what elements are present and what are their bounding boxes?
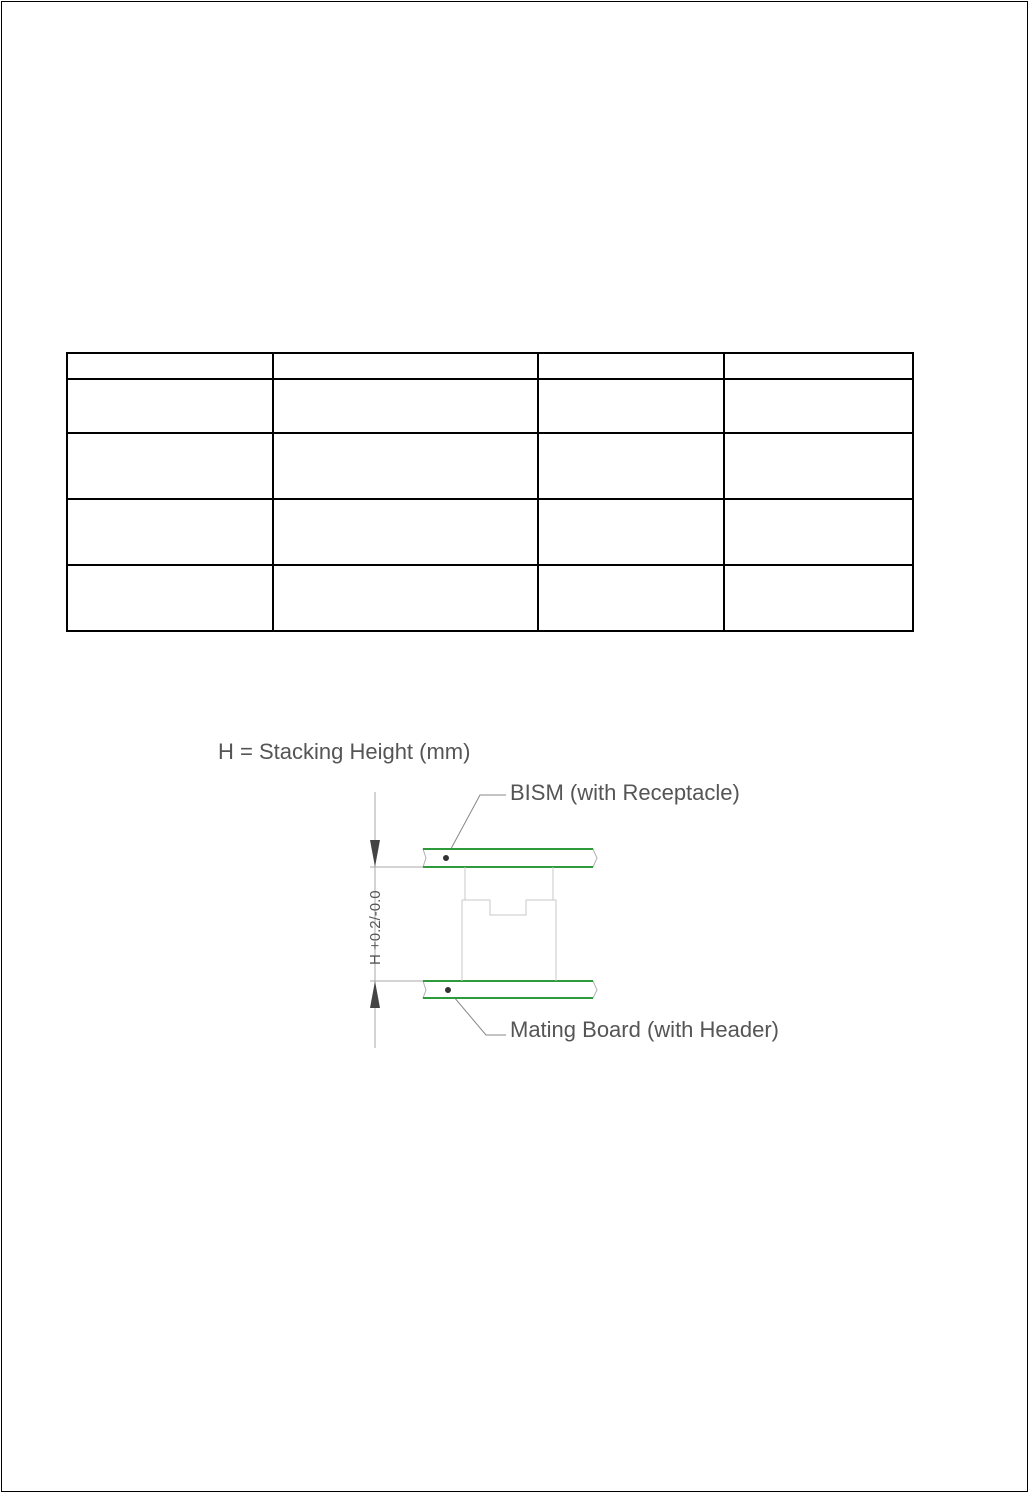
connector-outline [462,867,556,981]
dimension-marker [367,792,423,1048]
table-cell [67,499,273,565]
table-row [67,565,913,631]
table-cell [538,499,724,565]
bottom-board-label: Mating Board (with Header) [510,1017,780,1042]
table-cell [273,433,538,499]
table-cell [273,353,538,379]
dimension-label: H +0.2/-0.0 [367,890,384,965]
table-cell [538,379,724,433]
table-cell [67,433,273,499]
table-row [67,433,913,499]
arrow-down-icon [370,840,380,867]
table-cell [67,379,273,433]
table-cell [273,565,538,631]
table-cell [724,433,913,499]
table-cell [538,565,724,631]
stacking-height-diagram [210,730,820,1060]
diagram-title: H = Stacking Height (mm) [218,739,471,764]
bottom-board [423,981,597,998]
table-cell [724,499,913,565]
table-cell [538,353,724,379]
table-cell [67,353,273,379]
table-cell [724,565,913,631]
table-cell [273,499,538,565]
table-cell [724,379,913,433]
table-cell [724,353,913,379]
table-header-row [67,353,913,379]
table-row [67,499,913,565]
table-row [67,379,913,433]
table-cell [273,379,538,433]
stacking-height-table [66,352,914,632]
table-cell [67,565,273,631]
top-board [423,849,597,867]
top-board-label: BISM (with Receptacle) [510,780,740,805]
table-cell [538,433,724,499]
arrow-up-icon [370,981,380,1008]
